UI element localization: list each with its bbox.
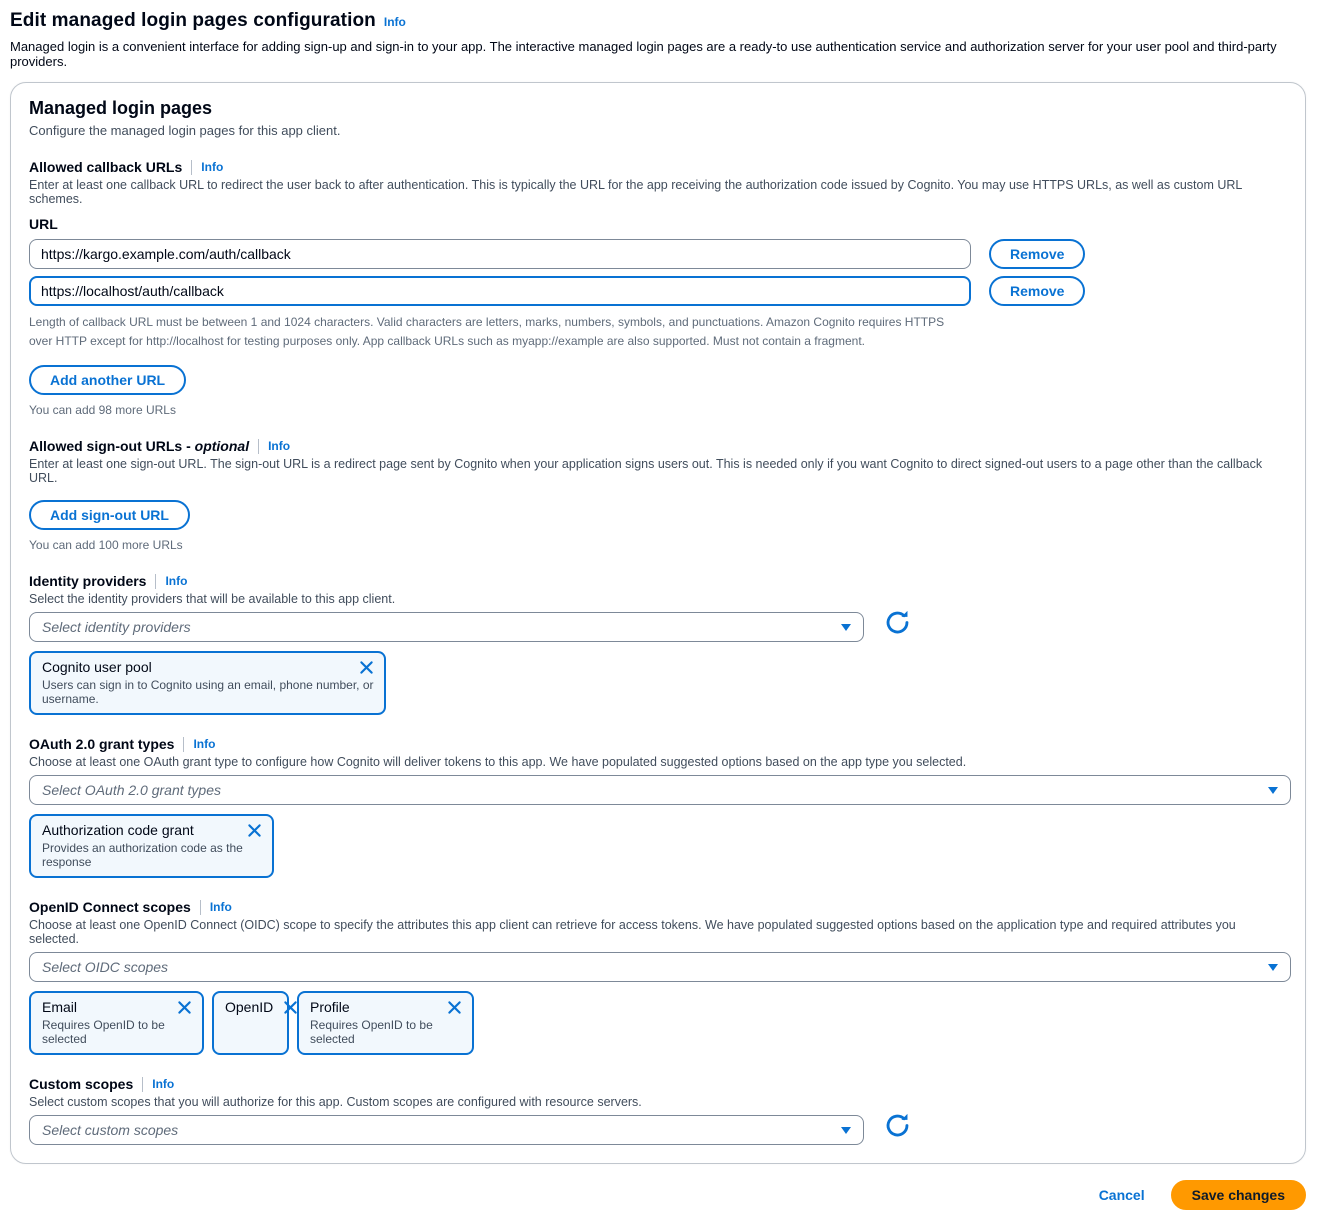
section-callback-urls: [29, 159, 1289, 417]
save-changes-button[interactable]: Save changes: [1171, 1180, 1306, 1210]
token-cognito-user-pool: [29, 651, 386, 715]
token-profile: [297, 991, 474, 1055]
chevron-down-icon: [1268, 787, 1278, 794]
url-field-label: URL: [29, 216, 58, 232]
oauth-grant-types-description: Choose at least one OAuth grant type to configure how Cognito will deliver tokens to this app. We have populated suggested options based on the app type you selected.: [29, 755, 967, 770]
signout-urls-label: Allowed sign-out URLs - optional: [29, 438, 250, 455]
form-footer: [10, 1180, 1306, 1210]
identity-providers-placeholder: Select identity providers: [42, 619, 191, 636]
oidc-scopes-description: Choose at least one OpenID Connect (OIDC) scope to specify the attributes this app client can retrieve for access tokens. We have populated suggested options based on the application type and required attributes you selected.: [29, 918, 1236, 947]
label-divider: [142, 1077, 143, 1092]
section-signout-urls: [29, 438, 1289, 552]
token-description: Requires OpenID to be selected: [42, 1018, 165, 1047]
custom-scopes-description: Select custom scopes that you will authorize for this app. Custom scopes are configured with resource servers.: [29, 1095, 642, 1110]
callback-url-input-1[interactable]: [29, 239, 971, 269]
page-description: Managed login is a convenient interface for adding sign-up and sign-in to your app. The interactive managed login pages are a ready-to use authentication service and authorization server for your user pool and third-party providers.: [10, 39, 1277, 69]
label-divider: [191, 160, 192, 175]
custom-scopes-info-link[interactable]: Info: [152, 1077, 175, 1092]
dismiss-token-icon[interactable]: [283, 999, 298, 1015]
page-title: Edit managed login pages configuration: [10, 10, 376, 31]
token-authorization-code-grant: [29, 814, 274, 878]
callback-url-input-2[interactable]: [29, 276, 971, 306]
optional-label: optional: [194, 438, 250, 455]
refresh-icon: [884, 609, 911, 639]
label-divider: [258, 439, 259, 454]
dismiss-token-icon[interactable]: [177, 999, 192, 1015]
managed-login-pages-card: [10, 82, 1306, 1164]
remove-url-button-1[interactable]: Remove: [989, 239, 1085, 269]
page-header: [10, 10, 1306, 32]
token-openid: [212, 991, 289, 1055]
dismiss-token-icon[interactable]: [359, 659, 374, 675]
oidc-scopes-placeholder: Select OIDC scopes: [42, 959, 169, 976]
custom-scopes-label: Custom scopes: [29, 1076, 134, 1093]
callback-url-constraint-text: Length of callback URL must be between 1 and 1024 characters. Valid characters are letters, marks, numbers, symbols, and punctuations. Amazon Cognito requires HTTPS over HTTP except for http://localhost for testing purposes only. App callback URLs such as myapp://example are also supported. Must not contain a fragment.: [29, 315, 945, 348]
add-another-url-button[interactable]: Add another URL: [29, 365, 186, 395]
section-oauth-grant-types: [29, 736, 1289, 878]
signout-urls-remaining-text: You can add 100 more URLs: [29, 538, 183, 553]
callback-url-row: [29, 239, 1289, 269]
oauth-grant-types-label: OAuth 2.0 grant types: [29, 736, 175, 753]
token-label: Cognito user pool: [42, 659, 152, 676]
page-title-info-link[interactable]: Info: [383, 15, 406, 29]
add-signout-url-button[interactable]: Add sign-out URL: [29, 500, 190, 530]
callback-urls-remaining-text: You can add 98 more URLs: [29, 403, 176, 418]
token-label: Authorization code grant: [42, 822, 194, 839]
oauth-grant-types-info-link[interactable]: Info: [193, 737, 216, 752]
chevron-down-icon: [1268, 964, 1278, 971]
remove-url-button-2[interactable]: Remove: [989, 276, 1085, 306]
dismiss-token-icon[interactable]: [247, 822, 262, 838]
refresh-icon: [884, 1112, 911, 1142]
oidc-scopes-info-link[interactable]: Info: [209, 900, 232, 915]
oidc-scopes-label: OpenID Connect scopes: [29, 899, 191, 916]
oauth-grant-types-select[interactable]: [29, 775, 1291, 805]
section-custom-scopes: [29, 1076, 1289, 1145]
card-title: Managed login pages: [29, 98, 213, 118]
custom-scopes-select[interactable]: [29, 1115, 864, 1145]
token-description: Requires OpenID to be selected: [310, 1018, 433, 1047]
identity-providers-info-link[interactable]: Info: [165, 574, 188, 589]
signout-urls-description: Enter at least one sign-out URL. The sign-out URL is a redirect page sent by Cognito when your application signs users out. This is needed only if you want Cognito to direct signed-out users to a page other than the callback URL.: [29, 457, 1263, 486]
callback-url-row: [29, 276, 1289, 306]
callback-urls-label: Allowed callback URLs: [29, 159, 183, 175]
token-label: Email: [42, 999, 78, 1016]
signout-urls-info-link[interactable]: Info: [268, 439, 291, 454]
section-identity-providers: [29, 573, 1289, 715]
refresh-identity-providers-button[interactable]: [883, 610, 911, 638]
chevron-down-icon: [841, 1127, 851, 1134]
chevron-down-icon: [841, 624, 851, 631]
oauth-grant-types-placeholder: Select OAuth 2.0 grant types: [42, 782, 221, 799]
dismiss-token-icon[interactable]: [447, 999, 462, 1015]
cancel-button[interactable]: Cancel: [1098, 1187, 1145, 1204]
identity-providers-select[interactable]: [29, 612, 864, 642]
callback-urls-info-link[interactable]: Info: [201, 160, 224, 174]
label-divider: [155, 574, 156, 589]
custom-scopes-placeholder: Select custom scopes: [42, 1122, 179, 1139]
token-email: [29, 991, 204, 1055]
section-oidc-scopes: [29, 899, 1289, 1055]
token-description: Provides an authorization code as the response: [42, 841, 243, 870]
label-divider: [183, 737, 184, 752]
callback-urls-description: Enter at least one callback URL to redirect the user back to after authentication. This is typically the URL for the app receiving the authorization code issued by Cognito. You may use HTTPS URLs, as well as custom URL schemes.: [29, 178, 1242, 206]
oidc-scopes-select[interactable]: [29, 952, 1291, 982]
refresh-custom-scopes-button[interactable]: [883, 1113, 911, 1141]
token-label: OpenID: [225, 999, 274, 1016]
token-description: Users can sign in to Cognito using an email, phone number, or username.: [42, 678, 374, 707]
card-subtitle: Configure the managed login pages for this app client.: [29, 123, 341, 138]
identity-providers-label: Identity providers: [29, 573, 147, 590]
identity-providers-description: Select the identity providers that will be available to this app client.: [29, 592, 396, 607]
token-label: Profile: [310, 999, 350, 1016]
label-divider: [200, 900, 201, 915]
